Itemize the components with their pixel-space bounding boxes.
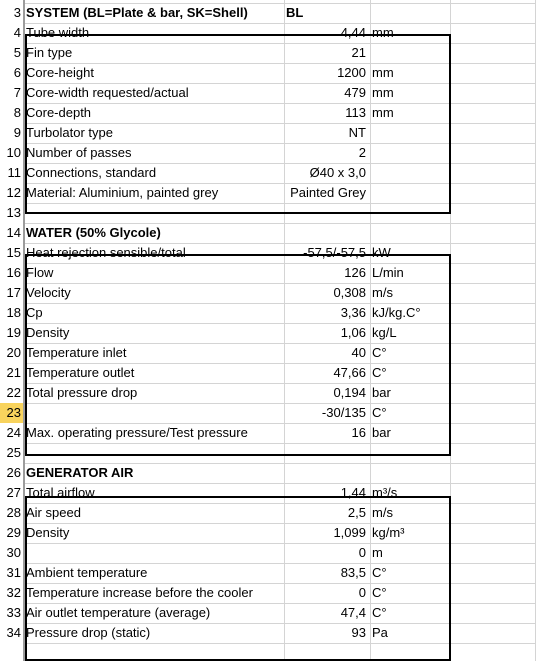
table-row	[0, 103, 536, 123]
cell-unit[interactable]: L/min	[372, 265, 404, 280]
cell-unit[interactable]: m³/s	[372, 485, 398, 500]
cell-value[interactable]: 1,06	[340, 325, 366, 340]
row-header[interactable]: 21	[0, 363, 23, 383]
cell-unit[interactable]	[370, 443, 450, 463]
cell-label[interactable]: Pressure drop (static)	[26, 625, 151, 640]
cell-label[interactable]: Velocity	[26, 285, 71, 300]
row-header[interactable]: 33	[0, 603, 23, 623]
cell-unit[interactable]	[370, 163, 450, 183]
row-header[interactable]: 19	[0, 323, 23, 343]
gridline	[25, 223, 536, 224]
gridline	[25, 183, 536, 184]
row-header-border	[23, 0, 25, 661]
row-header[interactable]: 9	[0, 123, 23, 143]
cell-unit[interactable]: kg/L	[372, 325, 397, 340]
cell-unit[interactable]: C°	[372, 365, 387, 380]
gridline	[25, 103, 536, 104]
row-header[interactable]: 34	[0, 623, 23, 643]
cell-value[interactable]	[284, 443, 368, 463]
cell-value[interactable]: 4,44	[340, 25, 366, 40]
gridline	[25, 603, 536, 604]
gridline	[25, 43, 536, 44]
row-header[interactable]: 16	[0, 263, 23, 283]
cell-unit[interactable]	[370, 203, 450, 223]
cell-label[interactable]: Flow	[26, 265, 54, 280]
gridline	[25, 283, 536, 284]
cell-value[interactable]: 3,36	[340, 305, 366, 320]
gridline	[25, 243, 536, 244]
table-row	[0, 583, 536, 603]
table-row	[0, 123, 536, 143]
gridline	[25, 63, 536, 64]
cell-value[interactable]: 47,66	[333, 365, 366, 380]
cell-unit[interactable]: kW	[372, 245, 391, 260]
table-row	[0, 343, 536, 363]
cell-unit[interactable]: kJ/kg.C°	[372, 305, 421, 320]
cell-label[interactable]: Tube width	[26, 25, 90, 40]
gridline	[25, 23, 536, 24]
cell-value[interactable]: 47,4	[340, 605, 366, 620]
cell-label[interactable]: SYSTEM (BL=Plate & bar, SK=Shell)	[26, 5, 248, 20]
cell-value[interactable]	[284, 203, 368, 223]
cell-value[interactable]: 1200	[337, 65, 366, 80]
cell-value[interactable]: 21	[351, 45, 366, 60]
row-header[interactable]: 24	[0, 423, 23, 443]
table-row	[0, 323, 536, 343]
table-row	[0, 523, 536, 543]
cell-label[interactable]: Cp	[26, 305, 43, 320]
cell-value[interactable]: 1,099	[333, 525, 366, 540]
gridline	[25, 643, 536, 644]
cell-label[interactable]: Temperature outlet	[26, 365, 135, 380]
cell-unit[interactable]: mm	[372, 25, 394, 40]
gridline	[25, 203, 536, 204]
cell-value[interactable]: 479	[344, 85, 366, 100]
cell-label[interactable]: Density	[26, 525, 70, 540]
row-header[interactable]: 22	[0, 383, 23, 403]
table-row	[0, 303, 536, 323]
cell-value[interactable]: 40	[351, 345, 366, 360]
cell-label[interactable]: Fin type	[26, 45, 73, 60]
cell-value[interactable]: 0,194	[333, 385, 366, 400]
gridline	[25, 363, 536, 364]
gridline	[25, 503, 536, 504]
cell-unit[interactable]	[370, 183, 450, 203]
table-row	[0, 163, 536, 183]
cell-label[interactable]: Ambient temperature	[26, 565, 148, 580]
cell-unit[interactable]	[370, 223, 450, 243]
cell-label[interactable]: Core-depth	[26, 105, 92, 120]
cell-label[interactable]: WATER (50% Glycole)	[26, 225, 161, 240]
gridline	[25, 463, 536, 464]
cell-label[interactable]: GENERATOR AIR	[26, 465, 134, 480]
gridline	[25, 423, 536, 424]
cell-label[interactable]: Air speed	[26, 505, 81, 520]
cell-label[interactable]	[25, 203, 284, 223]
cell-value[interactable]: 93	[351, 625, 366, 640]
cell-unit[interactable]	[370, 143, 450, 163]
table-row	[0, 403, 536, 423]
cell-value[interactable]: -30/135	[321, 405, 366, 420]
row-header[interactable]: 4	[0, 23, 23, 43]
gridline	[25, 563, 536, 564]
gridline	[25, 143, 536, 144]
table-row	[0, 23, 536, 43]
table-row	[0, 503, 536, 523]
table-row	[0, 483, 536, 503]
table-row	[0, 143, 536, 163]
table-row	[0, 3, 536, 23]
cell-value[interactable]: NT	[348, 125, 366, 140]
table-row	[0, 423, 536, 443]
gridline	[25, 163, 536, 164]
cell-unit[interactable]	[370, 463, 450, 483]
cell-value[interactable]: Ø40 x 3,0	[309, 165, 366, 180]
cell-value[interactable]: 83,5	[340, 565, 366, 580]
gridline	[25, 543, 536, 544]
cell-unit[interactable]: Pa	[372, 625, 388, 640]
cell-unit[interactable]: kg/m³	[372, 525, 405, 540]
gridline	[25, 623, 536, 624]
gridline	[25, 583, 536, 584]
row-header[interactable]: 25	[0, 443, 23, 463]
cell-label[interactable]: Number of passes	[26, 145, 132, 160]
cell-label[interactable]: Turbolator type	[26, 125, 113, 140]
cell-value[interactable]: 16	[351, 425, 366, 440]
gridline	[450, 0, 451, 661]
cell-value[interactable]: 1,44	[340, 485, 366, 500]
gridline	[25, 303, 536, 304]
cell-label[interactable]: Temperature inlet	[26, 345, 127, 360]
gridline	[25, 443, 536, 444]
cell-unit[interactable]: m/s	[372, 505, 393, 520]
row-header[interactable]: 26	[0, 463, 23, 483]
cell-unit[interactable]: mm	[372, 105, 394, 120]
cell-value[interactable]: 126	[344, 265, 366, 280]
row-header[interactable]: 13	[0, 203, 23, 223]
cell-label[interactable]: Total airflow	[26, 485, 95, 500]
row-header[interactable]: 17	[0, 283, 23, 303]
row-header[interactable]: 30	[0, 543, 23, 563]
gridline	[25, 523, 536, 524]
cell-value[interactable]: 0	[358, 585, 366, 600]
cell-unit[interactable]: C°	[372, 585, 387, 600]
cell-label[interactable]	[25, 543, 284, 563]
cell-label[interactable]	[25, 403, 284, 423]
cell-label[interactable]: Max. operating pressure/Test pressure	[26, 425, 248, 440]
cell-unit[interactable]: C°	[372, 605, 387, 620]
table-row	[0, 243, 536, 263]
cell-unit[interactable]: bar	[372, 425, 391, 440]
cell-value[interactable]: 0,308	[333, 285, 366, 300]
cell-label[interactable]: Heat rejection sensible/total	[26, 245, 186, 260]
cell-label[interactable]: Density	[26, 325, 70, 340]
cell-unit[interactable]: bar	[372, 385, 391, 400]
table-row	[0, 543, 536, 563]
cell-value[interactable]: BL	[286, 5, 304, 20]
row-header[interactable]: 20	[0, 343, 23, 363]
cell-unit[interactable]	[370, 43, 450, 63]
table-row	[0, 203, 536, 223]
cell-unit[interactable]: m	[372, 545, 383, 560]
cell-value[interactable]: 113	[345, 105, 366, 120]
row-header[interactable]: 8	[0, 103, 23, 123]
cell-value[interactable]: 2,5	[347, 505, 366, 520]
table-row	[0, 283, 536, 303]
gridline	[25, 263, 536, 264]
row-header[interactable]: 3	[0, 3, 23, 23]
gridline	[284, 0, 285, 661]
cell-label[interactable]: Temperature increase before the cooler	[26, 585, 253, 600]
cell-value[interactable]: Painted Grey	[290, 185, 366, 200]
gridline	[25, 3, 536, 4]
cell-unit[interactable]	[370, 3, 450, 23]
table-row	[0, 223, 536, 243]
cell-value[interactable]: 2	[358, 145, 366, 160]
table-row	[0, 83, 536, 103]
cell-unit[interactable]: C°	[372, 345, 387, 360]
row-header[interactable]: 5	[0, 43, 23, 63]
gridline	[25, 323, 536, 324]
row-header[interactable]: 28	[0, 503, 23, 523]
cell-value[interactable]: -57,5/-57,5	[303, 245, 366, 260]
gridline	[25, 83, 536, 84]
row-header[interactable]: 6	[0, 63, 23, 83]
table-row	[0, 563, 536, 583]
row-header[interactable]: 29	[0, 523, 23, 543]
table-row	[0, 603, 536, 623]
row-header[interactable]: 11	[0, 163, 23, 183]
cell-label[interactable]	[25, 443, 284, 463]
cell-label[interactable]: Air outlet temperature (average)	[26, 605, 211, 620]
gridline	[370, 0, 371, 661]
cell-unit[interactable]: m/s	[372, 285, 393, 300]
gridline	[25, 483, 536, 484]
row-header[interactable]: 15	[0, 243, 23, 263]
row-header[interactable]: 31	[0, 563, 23, 583]
cell-unit[interactable]: mm	[372, 65, 394, 80]
cell-unit[interactable]: C°	[372, 405, 387, 420]
table-row	[0, 43, 536, 63]
row-header[interactable]: 18	[0, 303, 23, 323]
cell-unit[interactable]: mm	[372, 85, 394, 100]
gridline	[25, 123, 536, 124]
table-row	[0, 623, 536, 643]
table-row	[0, 443, 536, 463]
cell-unit[interactable]: C°	[372, 565, 387, 580]
row-header[interactable]: 23	[0, 403, 23, 423]
cell-label[interactable]: Core-height	[26, 65, 94, 80]
cell-label[interactable]: Total pressure drop	[26, 385, 138, 400]
cell-label[interactable]: Material: Aluminium, painted grey	[26, 185, 219, 200]
cell-value[interactable]	[284, 463, 368, 483]
table-row	[0, 383, 536, 403]
cell-label[interactable]: Connections, standard	[26, 165, 157, 180]
table-row	[0, 63, 536, 83]
cell-value[interactable]	[284, 223, 368, 243]
table-row	[0, 363, 536, 383]
gridline	[25, 343, 536, 344]
cell-label[interactable]: Core-width requested/actual	[26, 85, 189, 100]
row-header[interactable]: 14	[0, 223, 23, 243]
row-header[interactable]: 32	[0, 583, 23, 603]
cell-unit[interactable]	[370, 123, 450, 143]
gridline	[25, 383, 536, 384]
row-header[interactable]: 12	[0, 183, 23, 203]
row-header[interactable]: 10	[0, 143, 23, 163]
row-header[interactable]: 7	[0, 83, 23, 103]
table-row	[0, 263, 536, 283]
cell-value[interactable]: 0	[358, 545, 366, 560]
table-row	[0, 183, 536, 203]
table-row	[0, 463, 536, 483]
gridline	[25, 403, 536, 404]
row-header[interactable]: 27	[0, 483, 23, 503]
